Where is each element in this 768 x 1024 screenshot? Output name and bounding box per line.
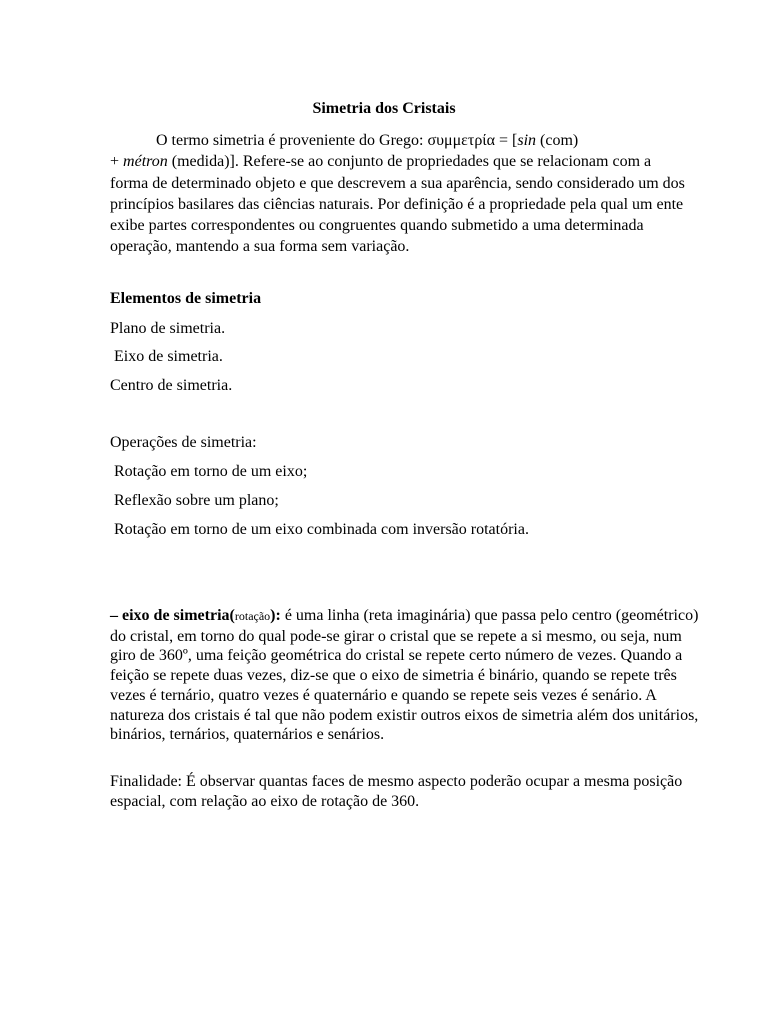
- intro-text-1: O termo simetria é proveniente do Grego: συμμετρία = [: [156, 132, 518, 149]
- intro-text-2: (com): [536, 132, 579, 149]
- element-item-eixo: Eixo de simetria.: [110, 348, 223, 365]
- axis-term: – eixo de simetria(: [110, 607, 235, 624]
- intro-text-3: +: [110, 153, 124, 171]
- intro-paragraph: [110, 130, 690, 258]
- operation-item-reflexao: Reflexão sobre um plano;: [110, 492, 279, 509]
- operation-item-rotacao-inversao: Rotação em torno de um eixo combinada com inversão rotatória.: [110, 521, 529, 538]
- elements-heading: Elementos de simetria: [110, 290, 262, 307]
- document-title: Simetria dos Cristais: [312, 100, 456, 117]
- element-item-plano: Plano de simetria.: [110, 320, 226, 337]
- intro-term-sin: sin: [517, 132, 537, 149]
- axis-paragraph: [110, 606, 710, 745]
- axis-term-note: rotação: [234, 609, 271, 623]
- operations-heading: Operações de simetria:: [110, 434, 257, 451]
- operation-item-rotacao: Rotação em torno de um eixo;: [110, 463, 308, 480]
- axis-term-close: ):: [270, 607, 281, 624]
- intro-term-metron: métron: [123, 153, 168, 171]
- element-item-centro: Centro de simetria.: [110, 377, 233, 394]
- finalidade-paragraph: Finalidade: É observar quantas faces de mesmo aspecto poderão ocupar a mesma posição espacial, com relação ao eixo de rotação de 360.: [110, 773, 683, 810]
- intro-text-4: (medida)]. Refere-se ao conjunto de propriedades que se relacionam com a forma de determinado objeto e que descrevem a sua aparência, sendo considerado um dos princípios basilares das ciências naturais. Por definição é a propriedade pela qual um ente exibe partes correspondentes ou congruentes quando submetido a uma determinada operação, mantendo a sua forma sem variação.: [110, 153, 685, 256]
- axis-definition: é uma linha (reta imaginária) que passa pelo centro (geométrico) do cristal, em torno do qual pode-se girar o cristal que se repete a si mesmo, ou seja, num giro de 360º, uma feição geométrica do cristal se repete certo número de vezes. Quando a feição se repete duas vezes, diz-se que o eixo de simetria é binário, quando se repete três vezes é ternário, quatro vezes é quaternário e quando se repete seis vezes é senário. A natureza dos cristais é tal que não podem existir outros eixos de simetria além dos unitários, binários, ternários, quaternários e senários.: [110, 607, 699, 744]
